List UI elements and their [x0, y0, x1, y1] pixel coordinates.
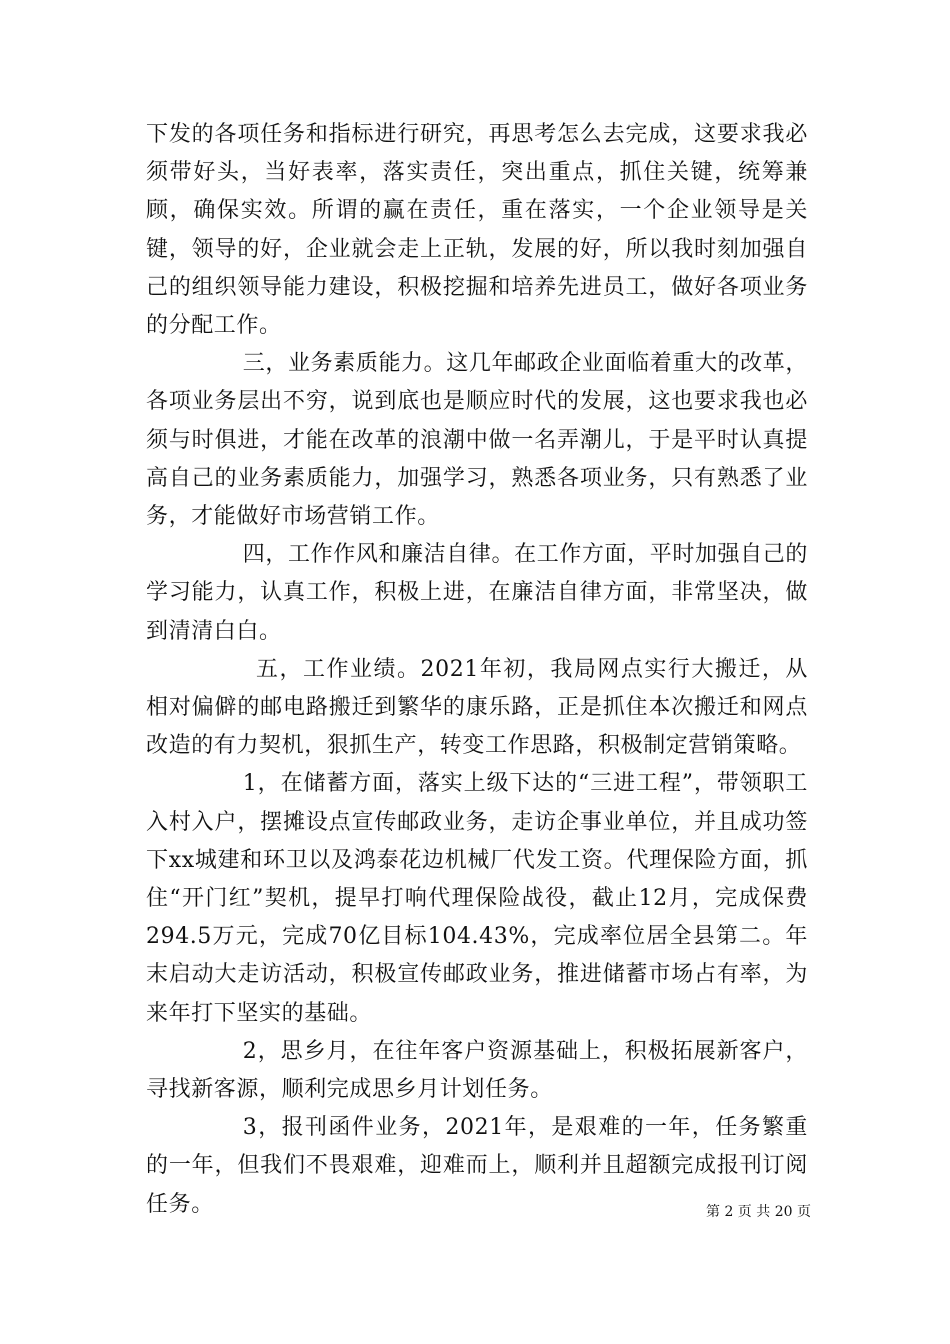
paragraph-homesick-month: 2，思乡月，在往年客户资源基础上，积极拓展新客户，寻找新客源，顺利完成思乡月计划任务。 — [146, 1038, 808, 1103]
paragraph-continued-leadership: 下发的各项任务和指标进行研究，再思考怎么去完成，这要求我必须带好头，当好表率，落实责任，突出重点，抓住关键，统筹兼顾，确保实效。所谓的赢在责任，重在落实，一个企业领导是关键，领导的好，企业就会走上正轨，发展的好，所以我时刻加强自己的组织领导能力建设，积极挖掘和培养先进员工，做好各项业务的分配工作。 — [146, 122, 808, 339]
page-number-footer: 第 2 页 共 20 页 — [706, 1204, 811, 1220]
paragraph-work-style: 四，工作作风和廉洁自律。在工作方面，平时加强自己的学习能力，认真工作，积极上进，在廉洁自律方面，非常坚决，做到清清白白。 — [146, 542, 808, 644]
paragraph-savings: 1，在储蓄方面，落实上级下达的“三进工程”，带领职工入村入户，摆摊设点宣传邮政业务，走访企事业单位，并且成功签下xx城建和环卫以及鸿泰花边机械厂代发工资。代理保险方面，抓住“开门红”契机，提早打响代理保险战役，截止12月，完成保费294.5万元，完成70亿目标104.43%，完成率位居全县第二。年末启动大走访活动，积极宣传邮政业务，推进储蓄市场占有率，为来年打下坚实的基础。 — [146, 771, 808, 1026]
document-body — [146, 116, 808, 1224]
paragraph-business-quality: 三，业务素质能力。这几年邮政企业面临着重大的改革，各项业务层出不穷，说到底也是顺应时代的发展，这也要求我也必须与时俱进，才能在改革的浪潮中做一名弄潮儿，于是平时认真提高自己的业务素质能力，加强学习，熟悉各项业务，只有熟悉了业务，才能做好市场营销工作。 — [146, 351, 808, 530]
paragraph-newspaper-mail: 3，报刊函件业务，2021年，是艰难的一年，任务繁重的一年，但我们不畏艰难，迎难而上，顺利并且超额完成报刊订阅任务。 — [146, 1115, 808, 1217]
paragraph-work-performance: 五，工作业绩。2021年初，我局网点实行大搬迁，从相对偏僻的邮电路搬迁到繁华的康乐路，正是抓住本次搬迁和网点改造的有力契机，狠抓生产，转变工作思路，积极制定营销策略。 — [146, 656, 808, 759]
